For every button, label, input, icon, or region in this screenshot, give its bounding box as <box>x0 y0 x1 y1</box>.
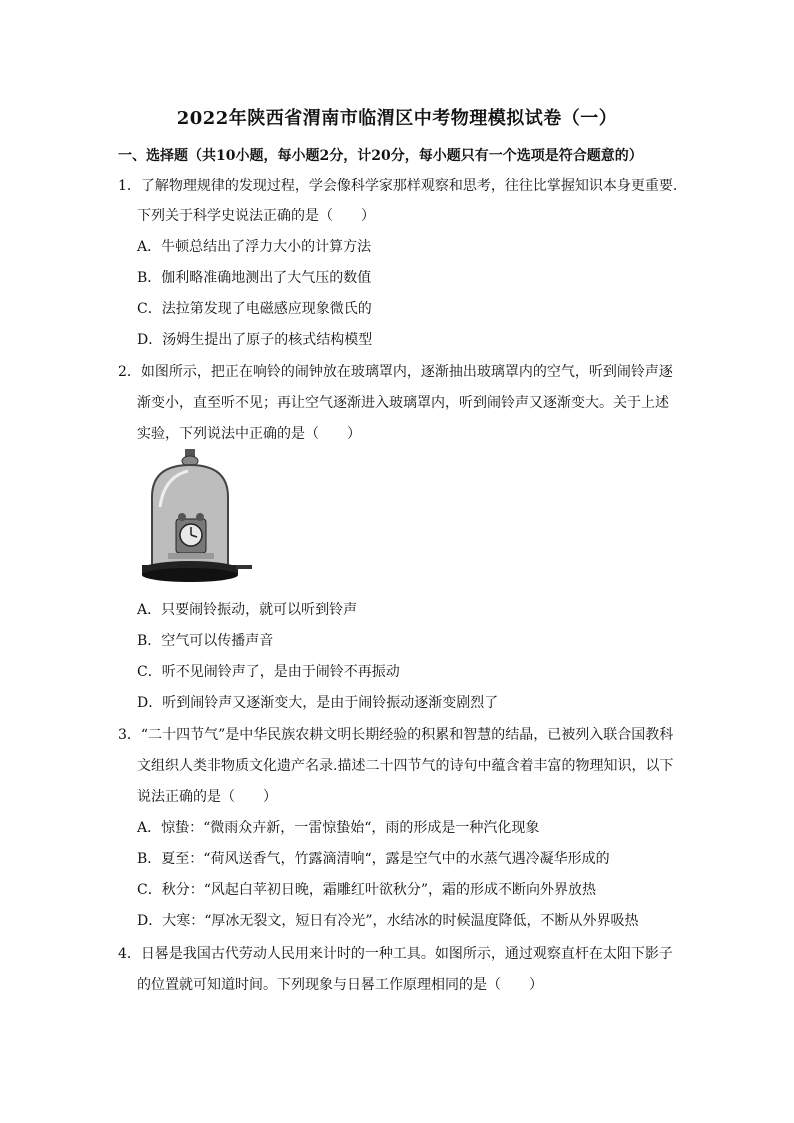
question-3-option-d: D．大寒：“厚冰无裂文，短日有冷光”，水结冰的时候温度降低，不断从外界吸热 <box>137 913 639 929</box>
question-2-option-d: D．听到闹铃声又逐渐变大，是由于闹铃振动逐渐变剧烈了 <box>137 695 499 711</box>
question-4-line-1: 4．日晷是我国古代劳动人民用来计时的一种工具。如图所示，通过观察直杆在太阳下影子 <box>118 946 673 962</box>
question-4-line-2: 的位置就可知道时间。下列现象与日晷工作原理相同的是（ ） <box>137 977 543 993</box>
question-1-option-d: D．汤姆生提出了原子的核式结构模型 <box>137 332 373 348</box>
question-3-line-1: 3．“二十四节气”是中华民族农耕文明长期经验的积累和智慧的结晶，已被列入联合国教科 <box>118 727 674 743</box>
question-2-option-a: A．只要闹铃振动，就可以听到铃声 <box>137 602 358 618</box>
question-2-option-b: B．空气可以传播声音 <box>137 633 274 649</box>
question-3-line-2: 文组织人类非物质文化遗产名录.描述二十四节气的诗句中蕴含着丰富的物理知识，以下 <box>137 758 674 774</box>
question-1-option-c: C．法拉第发现了电磁感应现象微氏的 <box>137 301 372 317</box>
question-1-line-2: 下列关于科学史说法正确的是（ ） <box>137 208 375 224</box>
question-2-line-1: 2．如图所示，把正在响铃的闹钟放在玻璃罩内，逐渐抽出玻璃罩内的空气，听到闹铃声逐 <box>118 364 673 380</box>
section-heading: 一、选择题（共10小题，每小题2分，计20分，每小题只有一个选项是符合题意的） <box>118 148 643 164</box>
question-3-option-c: C．秋分：“风起白苹初日晚，霜雕红叶欲秋分”，霜的形成不断向外界放热 <box>137 882 597 898</box>
question-3-line-3: 说法正确的是（ ） <box>137 789 277 805</box>
question-3-option-b: B．夏至：“荷风送香气，竹露滴清响“，露是空气中的水蒸气遇冷凝华形成的 <box>137 851 610 867</box>
question-2-line-3: 实验，下列说法中正确的是（ ） <box>137 426 361 442</box>
question-2-option-c: C．听不见闹铃声了，是由于闹铃不再振动 <box>137 664 400 680</box>
bell-jar-figure <box>138 447 256 585</box>
question-1-option-b: B．伽利略准确地测出了大气压的数值 <box>137 270 372 286</box>
question-3-option-a: A．惊蛰：“微雨众卉新，一雷惊蛰始“，雨的形成是一种汽化现象 <box>137 820 540 836</box>
question-2-line-2: 渐变小，直至听不见；再让空气逐渐进入玻璃罩内，听到闹铃声又逐渐变大。关于上述 <box>137 395 669 411</box>
question-1-option-a: A．牛顿总结出了浮力大小的计算方法 <box>137 239 372 255</box>
bell-jar-clock-illustration <box>138 447 256 585</box>
question-1-line-1: 1．了解物理规律的发现过程，学会像科学家那样观察和思考，往往比掌握知识本身更重要. <box>118 178 678 194</box>
page-title: 2022年陕西省渭南市临渭区中考物理模拟试卷（一） <box>176 108 618 129</box>
